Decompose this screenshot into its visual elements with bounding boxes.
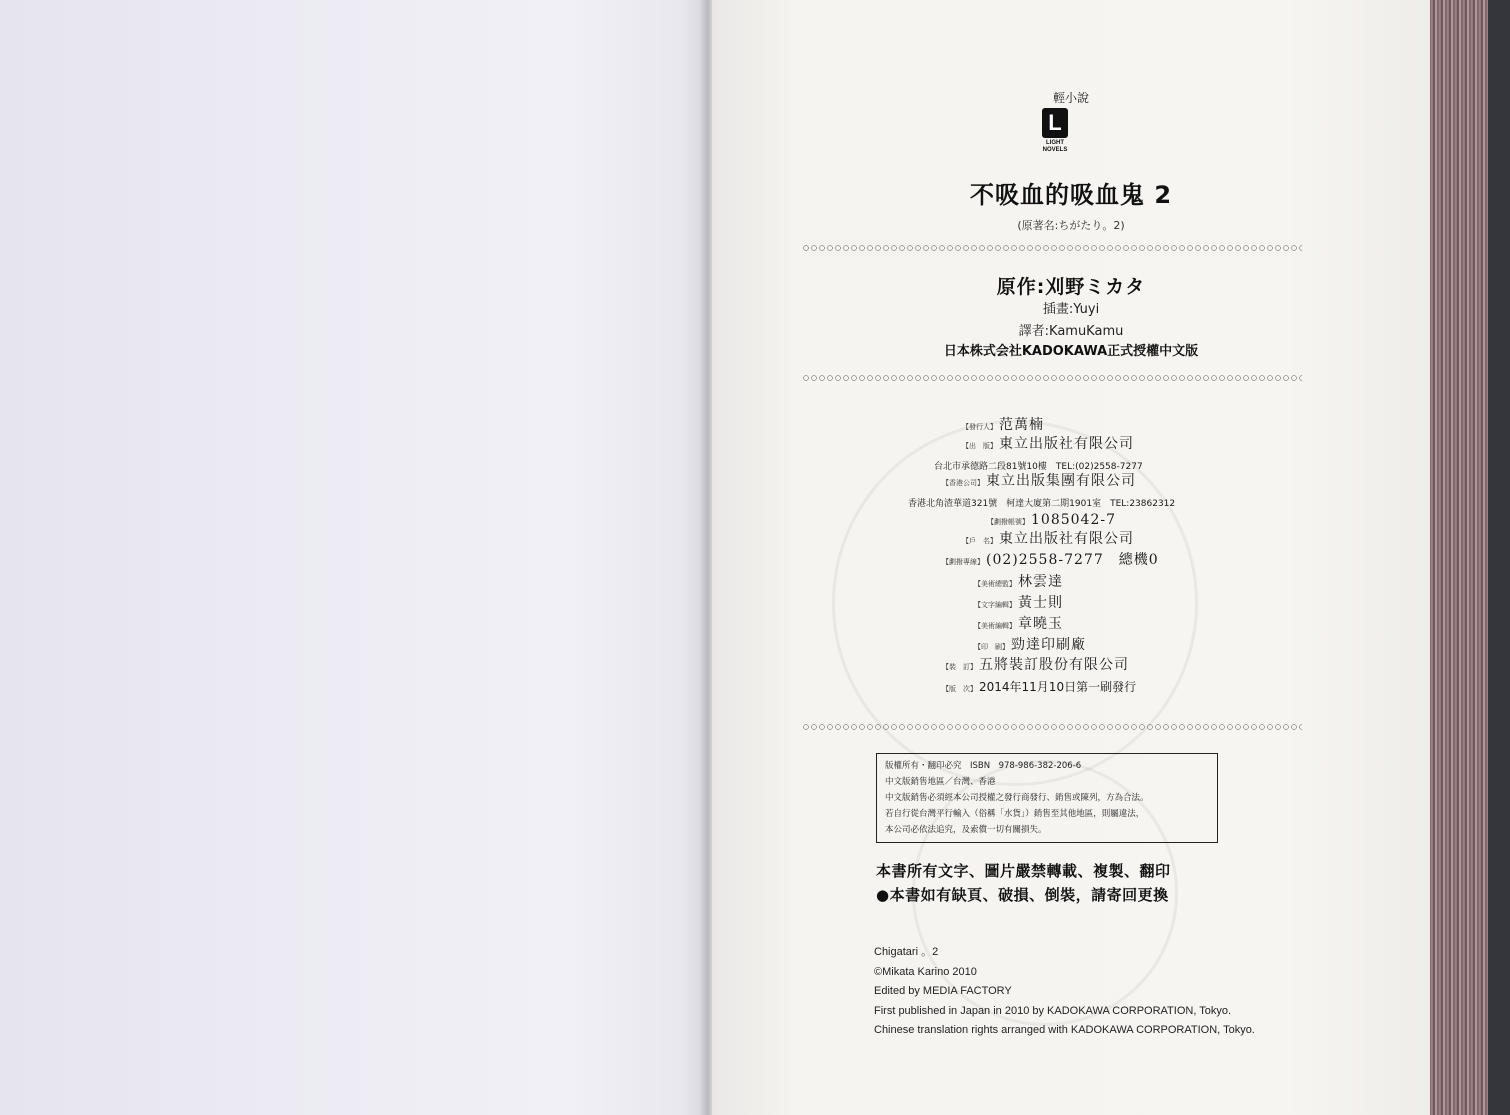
translator-credit: 譯者:KamuKamu	[1018, 324, 1124, 339]
colophon-row: 【美術編輯】 章曉玉	[974, 616, 1063, 632]
english-credit-line: Chinese translation rights arranged with KADOKAWA CORPORATION, Tokyo.	[874, 1024, 1255, 1036]
colophon-row: 【劃撥專線】 (02)2558-7277 總機0	[942, 552, 1159, 568]
colophon-row: 【美術總監】 林雲達	[974, 574, 1063, 590]
author-credit: 原作:刈野ミカタ	[996, 276, 1146, 298]
copyright-page	[712, 0, 1430, 1115]
colophon-row: 【香港公司】 東立出版集團有限公司	[942, 473, 1136, 489]
colophon-row: 【劃撥帳號】 1085042-7	[987, 512, 1116, 528]
rights-line: 本公司必依法追究，及索償一切有關損失。	[885, 825, 1047, 835]
original-title: (原著名:ちがたり。2)	[1017, 219, 1125, 232]
english-credits	[874, 943, 1255, 1041]
light-novel-logo-text: LIGHT NOVELS	[1042, 140, 1068, 153]
authorization-notice: 日本株式会社KADOKAWA正式授權中文版	[943, 344, 1199, 359]
decorative-divider	[802, 723, 1302, 731]
series-label: 輕小說	[1052, 91, 1089, 105]
reproduction-warning: 本書所有文字、圖片嚴禁轉載、複製、翻印	[876, 862, 1171, 880]
english-credit-line: ©Mikata Karino 2010	[874, 965, 977, 978]
colophon-row: 【出 版】 東立出版社有限公司	[962, 436, 1134, 452]
english-credit-line: Chigatari 。2	[874, 946, 939, 958]
illustrator-credit: 插畫:Yuyi	[1042, 302, 1100, 317]
rights-notice-box	[876, 753, 1218, 843]
book-page-edges	[1430, 0, 1510, 1115]
colophon-row: 台北市承德路二段81號10樓 TEL:(02)2558-7277	[934, 462, 1143, 472]
rights-line: 中文版銷售地區／台灣、香港	[885, 777, 996, 787]
rights-line: 中文版銷售必須經本公司授權之發行商發行、銷售或陳列，方為合法。	[885, 793, 1149, 803]
colophon-row: 【文字編輯】 黃士則	[974, 595, 1063, 611]
left-blank-page	[0, 0, 708, 1115]
decorative-divider	[802, 374, 1302, 382]
defect-return-notice: ●本書如有缺頁、破損、倒裝，請寄回更換	[876, 886, 1169, 904]
rights-line: 若自行從台灣平行輸入（俗稱「水貨」）銷售至其他地區，則屬違法，	[885, 809, 1145, 819]
colophon-row: 【戶 名】 東立出版社有限公司	[962, 531, 1134, 547]
colophon-row: 香港北角渣華道321號 柯達大廈第二期1901室 TEL:23862312	[908, 499, 1176, 509]
light-novel-logo: L	[1042, 108, 1068, 138]
decorative-divider	[802, 244, 1302, 252]
colophon-row: 【版 次】 2014年11月10日第一刷發行	[942, 680, 1137, 694]
colophon-row: 【發行人】 范萬楠	[962, 417, 1044, 433]
colophon-row: 【裝 訂】 五將裝訂股份有限公司	[942, 657, 1129, 673]
english-credit-line: First published in Japan in 2010 by KADOKAWA CORPORATION, Tokyo.	[874, 1004, 1232, 1017]
rights-line: 版權所有・翻印必究 ISBN 978-986-382-206-6	[885, 761, 1082, 771]
english-credit-line: Edited by MEDIA FACTORY	[874, 985, 1012, 997]
book-title: 不吸血的吸血鬼 2	[969, 181, 1173, 209]
colophon-row: 【印 刷】 勁達印刷廠	[974, 637, 1086, 653]
